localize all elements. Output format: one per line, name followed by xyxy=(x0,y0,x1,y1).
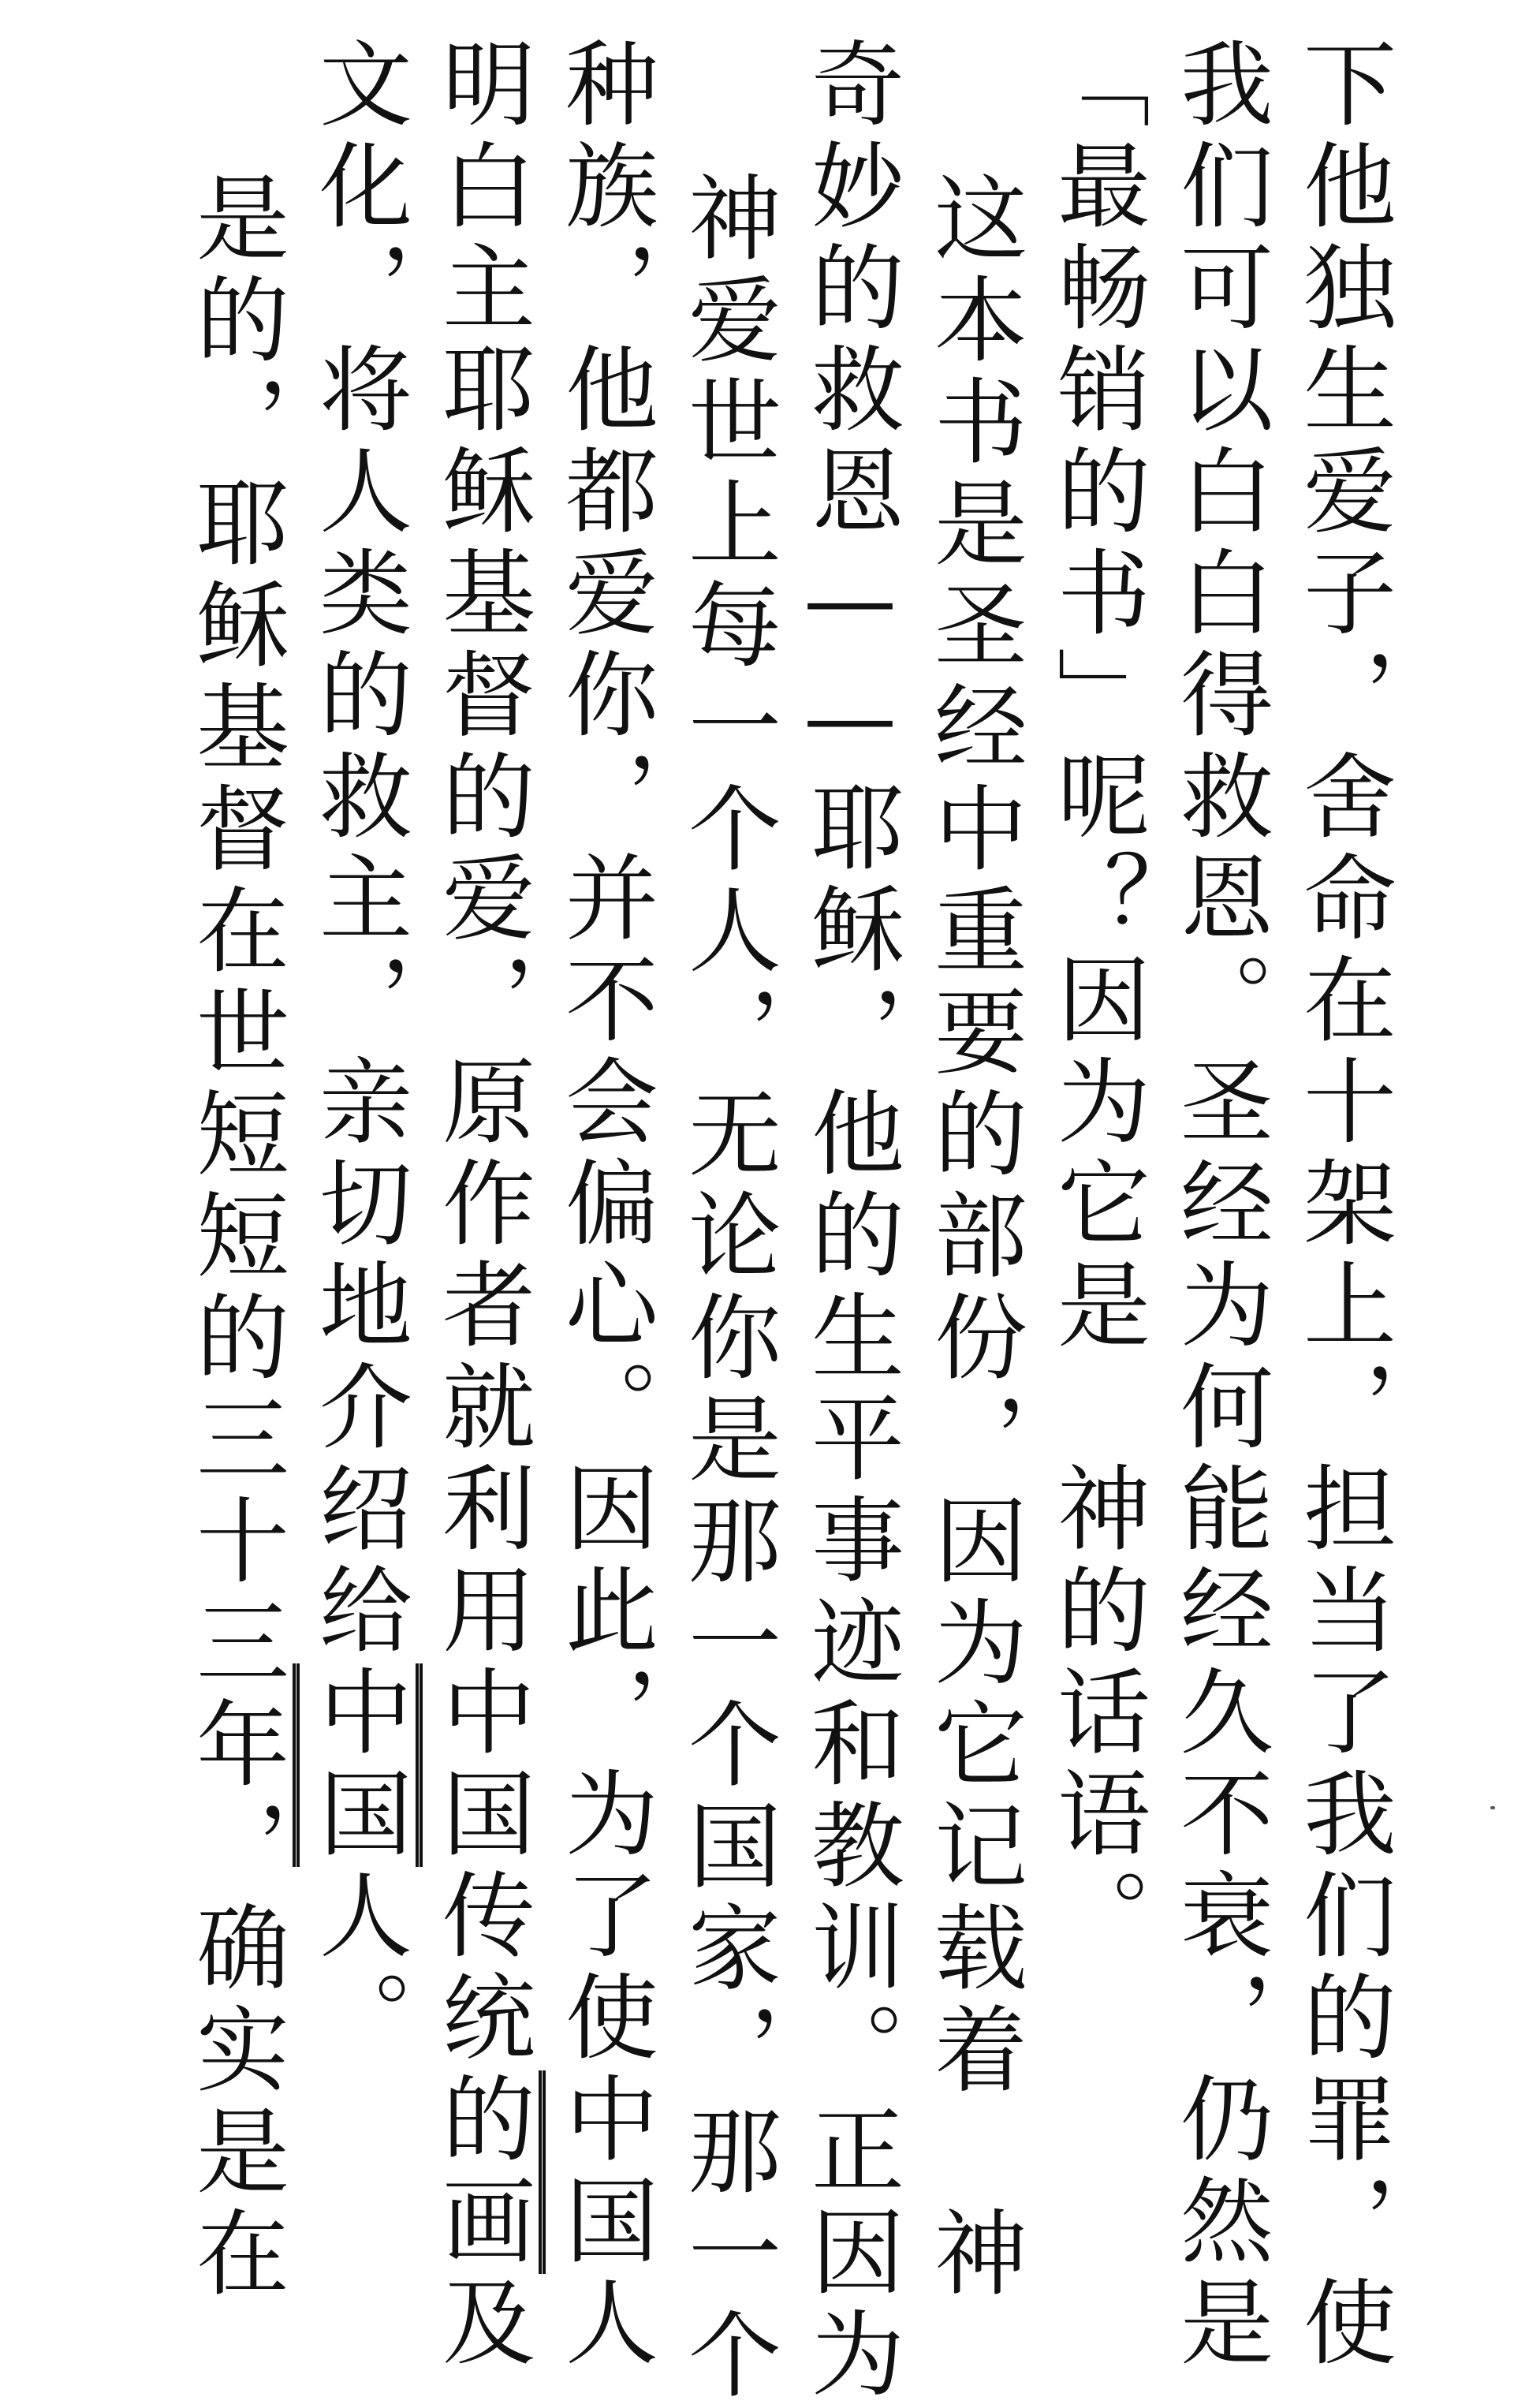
text-column-9 xyxy=(296,35,420,2181)
text-column-8-before: 明白主耶稣基督的爱，原作者就利用 xyxy=(427,35,535,1663)
text-column-9-before: 文化，将人类的救主，亲切地介绍给 xyxy=(304,35,412,1663)
text-column-8 xyxy=(420,35,543,2376)
text-column-7-before: 种族，他都爱你，并不会偏心。因此，为了使 xyxy=(550,35,658,2070)
proper-name-mark: 中国 xyxy=(427,1663,535,1867)
text-column-3: 「最畅销的书」呢？因为它是 神的话语。 xyxy=(1042,35,1150,1969)
text-column-10: 是的，耶稣基督在世短短的三十三年，确实是在 xyxy=(181,170,289,2306)
text-column-6: 神爱世上每一个人，无论你是那一个国家，那一个 xyxy=(673,170,781,2408)
text-column-5: 奇妙的救恩——耶稣，他的生平事迹和教训。正因为 xyxy=(796,35,904,2407)
proper-name-mark: 中国 xyxy=(304,1663,412,1867)
text-column-1: 下他独生爱子，舍命在十架上，担当了我们的罪，使 xyxy=(1288,35,1397,2376)
scan-speck xyxy=(1490,1806,1495,1809)
text-column-2: 我们可以白白得救恩。圣经为何能经久不衰，仍然是 xyxy=(1165,35,1273,2376)
text-column-9-after: 人。 xyxy=(304,1867,412,2070)
vertical-text-block xyxy=(173,35,1404,2408)
text-column-8-after: 传统的画及 xyxy=(427,1867,535,2376)
text-column-7-after: 人 xyxy=(550,2274,658,2376)
text-column-4: 这本书是圣经中重要的部份，因为它记载着 神 xyxy=(919,170,1027,2306)
text-column-7 xyxy=(543,35,666,2376)
proper-name-mark: 中国 xyxy=(550,2070,658,2274)
